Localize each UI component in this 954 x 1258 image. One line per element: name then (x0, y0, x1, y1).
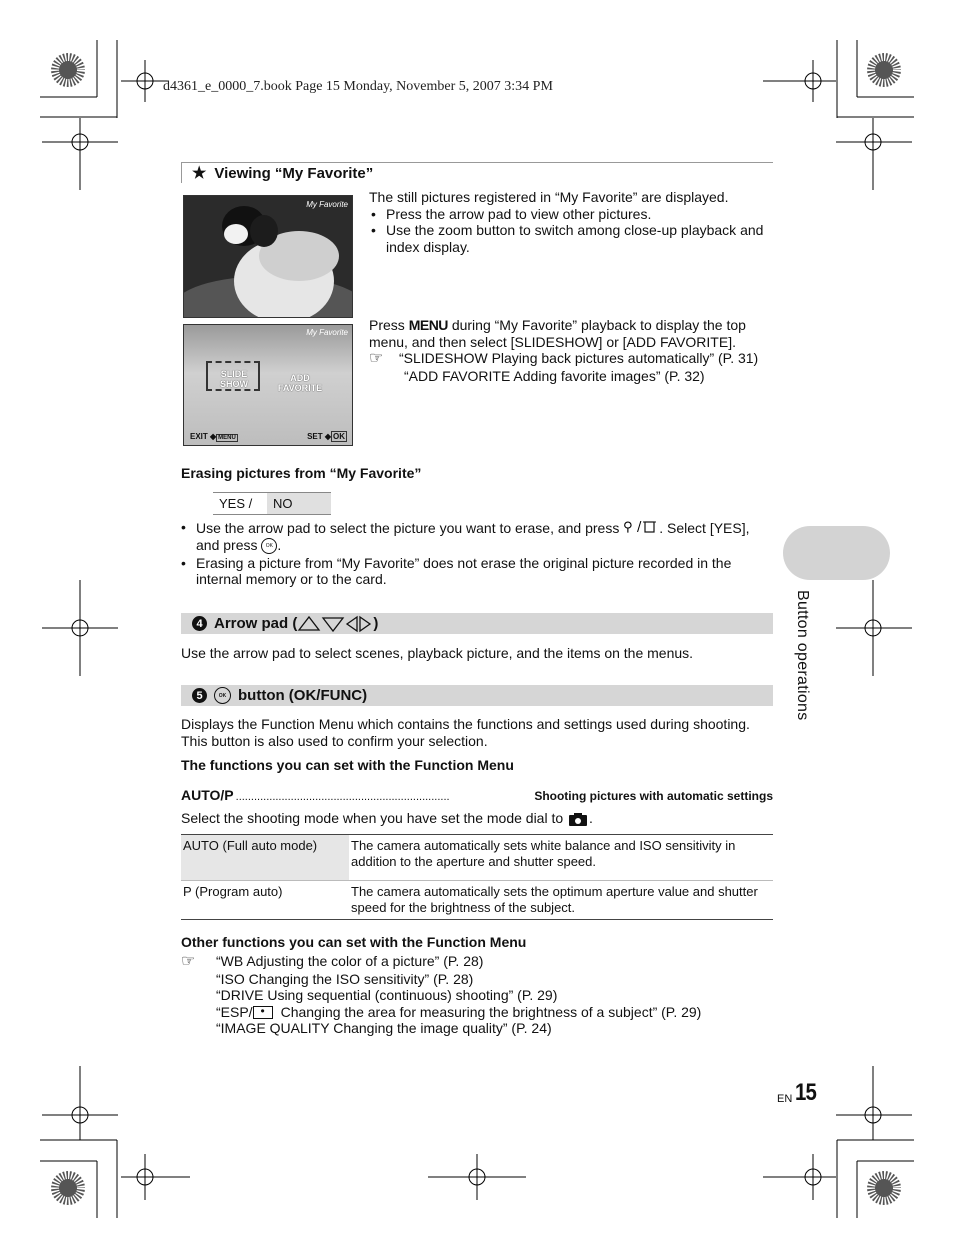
section-number-badge: 5 (192, 688, 207, 703)
language-label: EN (777, 1093, 793, 1105)
list-item: • Use the zoom button to switch among close-up playback and index display. (369, 222, 774, 255)
reference-icon: ☞ (181, 953, 196, 970)
other-functions-title: Other functions you can set with the Function Menu (181, 934, 527, 950)
list-item: • Erasing a picture from “My Favorite” does not erase the original picture recorded in the internal memory or to the card. (179, 555, 774, 588)
reference-link: “ADD FAVORITE Adding favorite images” (P. 32) (404, 367, 705, 384)
exit-label: EXIT ◆ MENU (190, 432, 236, 441)
side-tab (783, 526, 890, 580)
reference-link: “ESP/ • Changing the area for measuring the brightness of a subject” (P. 29) (216, 1003, 702, 1020)
reference-link: “WB Adjusting the color of a picture” (P. 28) (216, 953, 484, 969)
section-favorite-heading (181, 162, 773, 183)
mode-table (181, 834, 773, 920)
list-item: • Use the arrow pad to select the picture you want to erase, and press ⚲ / . Select [YES], and press OK . (179, 519, 774, 554)
yes-option: YES / (213, 493, 267, 515)
svg-text:/: / (637, 520, 642, 533)
camera-icon (567, 812, 589, 826)
mode-name: AUTO (Full auto mode) (181, 835, 349, 881)
favorite-menu-screen (183, 324, 353, 446)
erasing-instructions (179, 519, 774, 588)
page-number: 15 (795, 1079, 816, 1106)
section-favorite-title: Viewing “My Favorite” (214, 164, 374, 182)
slideshow-option[interactable]: SLIDE SHOW (220, 369, 248, 389)
erasing-title: Erasing pictures from “My Favorite” (181, 465, 422, 481)
spot-metering-icon: • (253, 1006, 273, 1019)
other-functions-refs (181, 953, 776, 1037)
erase-button-icon (623, 519, 659, 537)
list-item: • Press the arrow pad to view other pictures. (369, 206, 774, 223)
ok-button-icon: OK (261, 538, 277, 554)
mode-name: P (Program auto) (183, 884, 283, 899)
no-option: NO (267, 493, 331, 515)
favorite-photo-screen (183, 195, 353, 318)
reference-icon: ☞ (369, 350, 384, 367)
star-icon: ★ (192, 165, 207, 182)
set-label: SET ◆ OK (307, 432, 345, 441)
arrow-pad-icon (297, 615, 373, 633)
boy-and-puppy-photo (184, 196, 353, 318)
book-header: d4361_e_0000_7.book Page 15 Monday, November 5, 2007 3:34 PM (163, 79, 553, 94)
add-favorite-option[interactable]: ADD FAVORITE (277, 373, 323, 393)
svg-text:⚲: ⚲ (623, 520, 633, 533)
screen-label: My Favorite (306, 328, 348, 337)
mode-desc: The camera automatically sets the optimum aperture value and shutter speed for the brightness of the subject. (351, 884, 758, 915)
autop-select-text: Select the shooting mode when you have set the mode dial to . (181, 810, 593, 826)
press-menu-text: Press MENU during “My Favorite” playback to display the top menu, and then select [SLIDESHOW] or [ADD FAVORITE]. (369, 317, 746, 350)
section-ok-heading: 5 OK button (OK/FUNC) (181, 685, 773, 706)
yes-no-table (213, 492, 331, 515)
favorite-refs (369, 350, 779, 384)
reference-link: “SLIDESHOW Playing back pictures automatically” (P. 31) (399, 350, 759, 366)
side-tab-label: Button operations (794, 590, 811, 721)
favorite-description: The still pictures registered in “My Favorite” are displayed. • Press the arrow pad to view other pictures. • Use the zoom button to switch among close-up playback and index display. (369, 189, 774, 255)
reference-link: “ISO Changing the ISO sensitivity” (P. 28) (216, 970, 474, 987)
autop-row: AUTO/P ...................................................................... Shooting pictures with automatic settings (181, 787, 773, 803)
mode-desc: The camera automatically sets white balance and ISO sensitivity in addition to the aperture and shutter speed. (351, 838, 736, 869)
ok-description: Displays the Function Menu which contains the functions and settings used during shooting. This button is also used to confirm your selection. (181, 716, 750, 749)
table-row (181, 835, 773, 881)
reference-link: “DRIVE Using sequential (continuous) shooting” (P. 29) (216, 987, 558, 1003)
functions-title: The functions you can set with the Function Menu (181, 757, 514, 773)
section-arrow-heading: 4 Arrow pad ( ) (181, 613, 773, 634)
menu-button-icon: MENU (408, 317, 448, 333)
reference-link: “IMAGE QUALITY Changing the image quality” (P. 24) (216, 1020, 552, 1036)
section-number-badge: 4 (192, 616, 207, 631)
screen-label: My Favorite (306, 200, 348, 209)
table-row (181, 881, 773, 920)
ok-func-icon: OK (214, 687, 231, 704)
arrow-description: Use the arrow pad to select scenes, playback picture, and the items on the menus. (181, 645, 694, 661)
